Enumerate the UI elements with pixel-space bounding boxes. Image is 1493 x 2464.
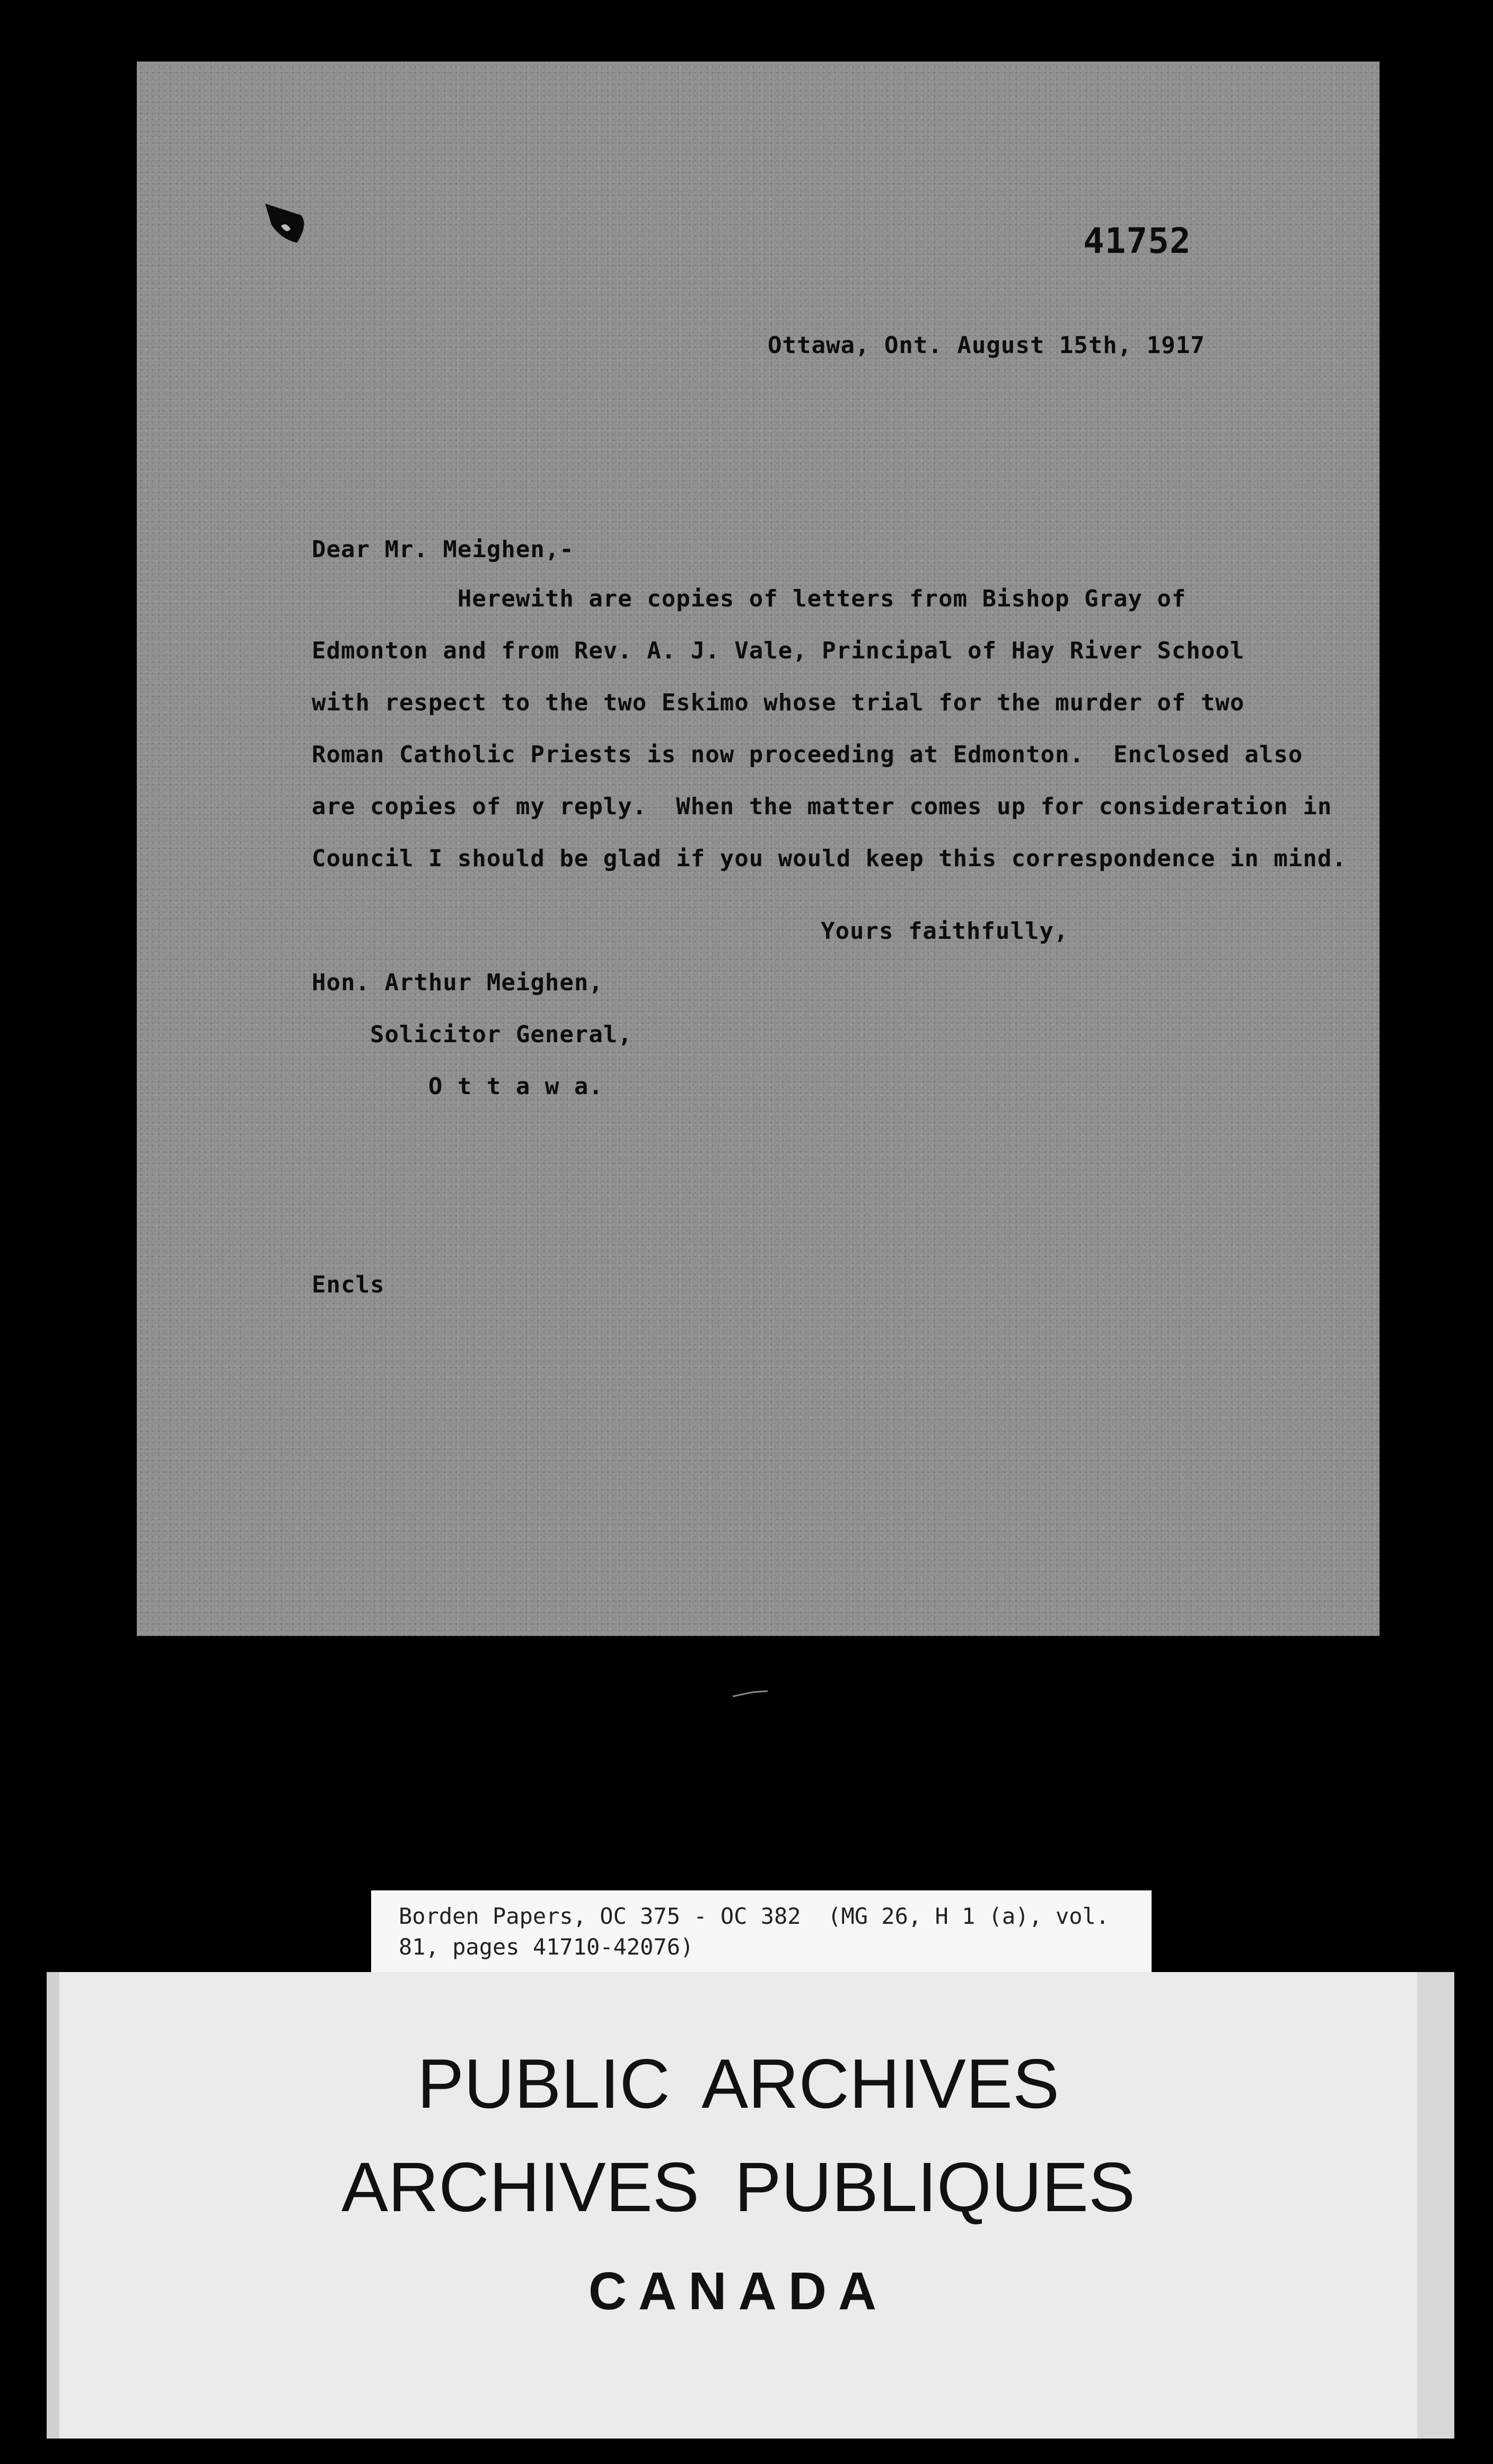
letter-page [137,61,1380,1636]
address-line: O t t a w a. [312,1073,603,1100]
body-line: Council I should be glad if you would keep this correspondence in mind. [312,845,1347,872]
address-line: Hon. Arthur Meighen, [312,969,603,996]
body-line: are copies of my reply. When the matter comes up for consideration in [312,793,1332,820]
archive-country: CANADA [588,2261,889,2321]
page-number: 41752 [1083,221,1191,261]
body-line: Edmonton and from Rev. A. J. Vale, Principal of Hay River School [312,637,1245,664]
dust-speck-icon [732,1690,769,1697]
salutation: Dear Mr. Meighen,- [312,536,574,563]
body-line: Roman Catholic Priests is now proceeding at Edmonton. Enclosed also [312,741,1303,768]
archive-title-french: ARCHIVES PUBLIQUES [341,2148,1136,2226]
punch-hole-mark-icon [260,199,310,250]
reference-slip [371,1890,1152,1975]
archive-title-english: PUBLIC ARCHIVES [417,2045,1060,2123]
archive-card [47,1972,1454,2439]
body-line: Herewith are copies of letters from Bishop Gray of [312,585,1187,612]
address-line: Solicitor General, [312,1021,633,1048]
reference-slip-text: Borden Papers, OC 375 - OC 382 (MG 26, H 1 (a), vol. 81, pages 41710-42076) [399,1903,1123,1960]
body-line: with respect to the two Eskimo whose trial for the murder of two [312,689,1245,716]
dateline: Ottawa, Ont. August 15th, 1917 [768,332,1205,359]
closing: Yours faithfully, [821,918,1069,945]
enclosure-note: Encls [312,1271,385,1298]
